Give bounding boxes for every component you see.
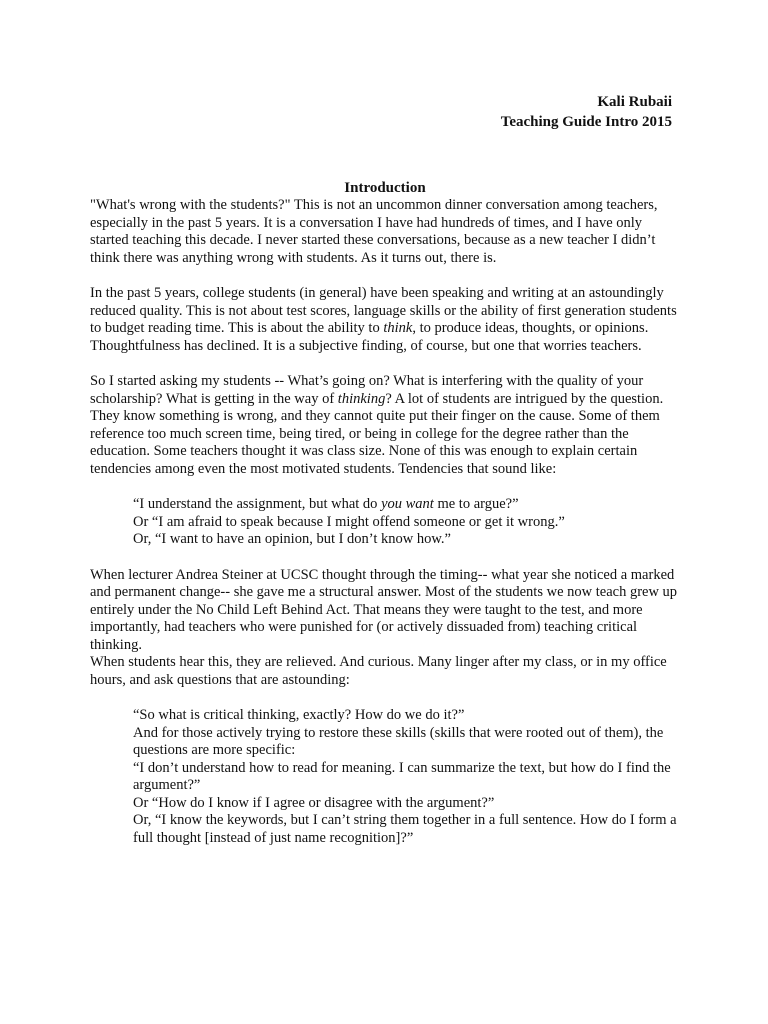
quote-2-3: “I don’t understand how to read for meaning. I can summarize the text, but how do I find the argument?” [133,759,671,793]
paragraph-3-part-a: So I started asking my students -- What’s going on? What is interfering with the quality of your scholarship? What is getting in the way of [90,373,644,407]
quote-2-5: Or, “I know the keywords, but I can’t string them together in a full sentence. How do I form a full thought [instead of just name recognition]?” [133,812,677,846]
quote-1-2: Or “I am afraid to speak because I might offend someone or get it wrong.” [133,513,565,530]
paragraph-4: When lecturer Andrea Steiner at UCSC thought through the timing-- what year she noticed a marked and permanent change-- she gave me a structural answer. Most of the students we now teach grew up entirely under the No Child Left Behind Act. That means they were taught to the test, and more importantly, had teachers who were punished for (or actively dissuaded from) teaching critical thinking. [90,566,678,653]
quote-1-1 [133,496,680,514]
document-subtitle: Teaching Guide Intro 2015 [500,114,672,130]
paragraph-1: "What's wrong with the students?" This is not an uncommon dinner conversation among teachers, especially in the past 5 years. It is a conversation I have had hundreds of times, and I have only started teaching this decade. I never started these conversations, because as a new teacher I didn’t think there was anything wrong with students. As it turns out, there is. [90,197,658,266]
quote-block-1 [90,496,680,549]
section-title: Introduction [344,180,426,196]
body-text [90,197,680,847]
author-name: Kali Rubaii [597,94,672,110]
quote-2-2: And for those actively trying to restore these skills (skills that were rooted out of them), the questions are more specific: [133,724,664,758]
paragraph-2-part-a: In the past 5 years, college students (in general) have been speaking and writing at an astoundingly reduced quality. This is not about test scores, language skills or the ability of first generation students to budget reading time. This is about the ability to [90,285,677,336]
quote-1-1-emphasis: you want [381,496,434,512]
paragraph-3-part-b: ? A lot of students are intrigued by the question. They know something is wrong, and they cannot quite put their finger on the cause. Some of them reference too much screen time, being tired, or being in college for the degree rather than the education. Some teachers thought it was class size. None of this was enough to explain certain tendencies among even the most motivated students. Tendencies that sound like: [90,390,664,477]
paragraph-3-emphasis: thinking [337,390,386,407]
paragraph-5: When students hear this, they are relieved. And curious. Many linger after my class, or in my office hours, and ask questions that are astounding: [90,654,667,688]
paragraph-3 [90,373,680,478]
paragraph-2-emphasis: think [383,320,413,336]
quote-block-2 [90,707,680,847]
paragraph-2-part-b: , to produce ideas, thoughts, or opinions. Thoughtfulness has declined. It is a subjective finding, of course, but one that worries teachers. [90,320,649,354]
header-block [501,92,672,132]
quote-1-1-part-a: “I understand the assignment, but what do [133,496,382,512]
quote-2-1: “So what is critical thinking, exactly? How do we do it?” [133,707,465,723]
quote-1-3: Or, “I want to have an opinion, but I don’t know how.” [133,531,451,547]
paragraph-2 [90,285,680,355]
quote-2-4: Or “How do I know if I agree or disagree with the argument?” [133,794,495,811]
quote-1-1-part-b: me to argue?” [433,496,519,512]
